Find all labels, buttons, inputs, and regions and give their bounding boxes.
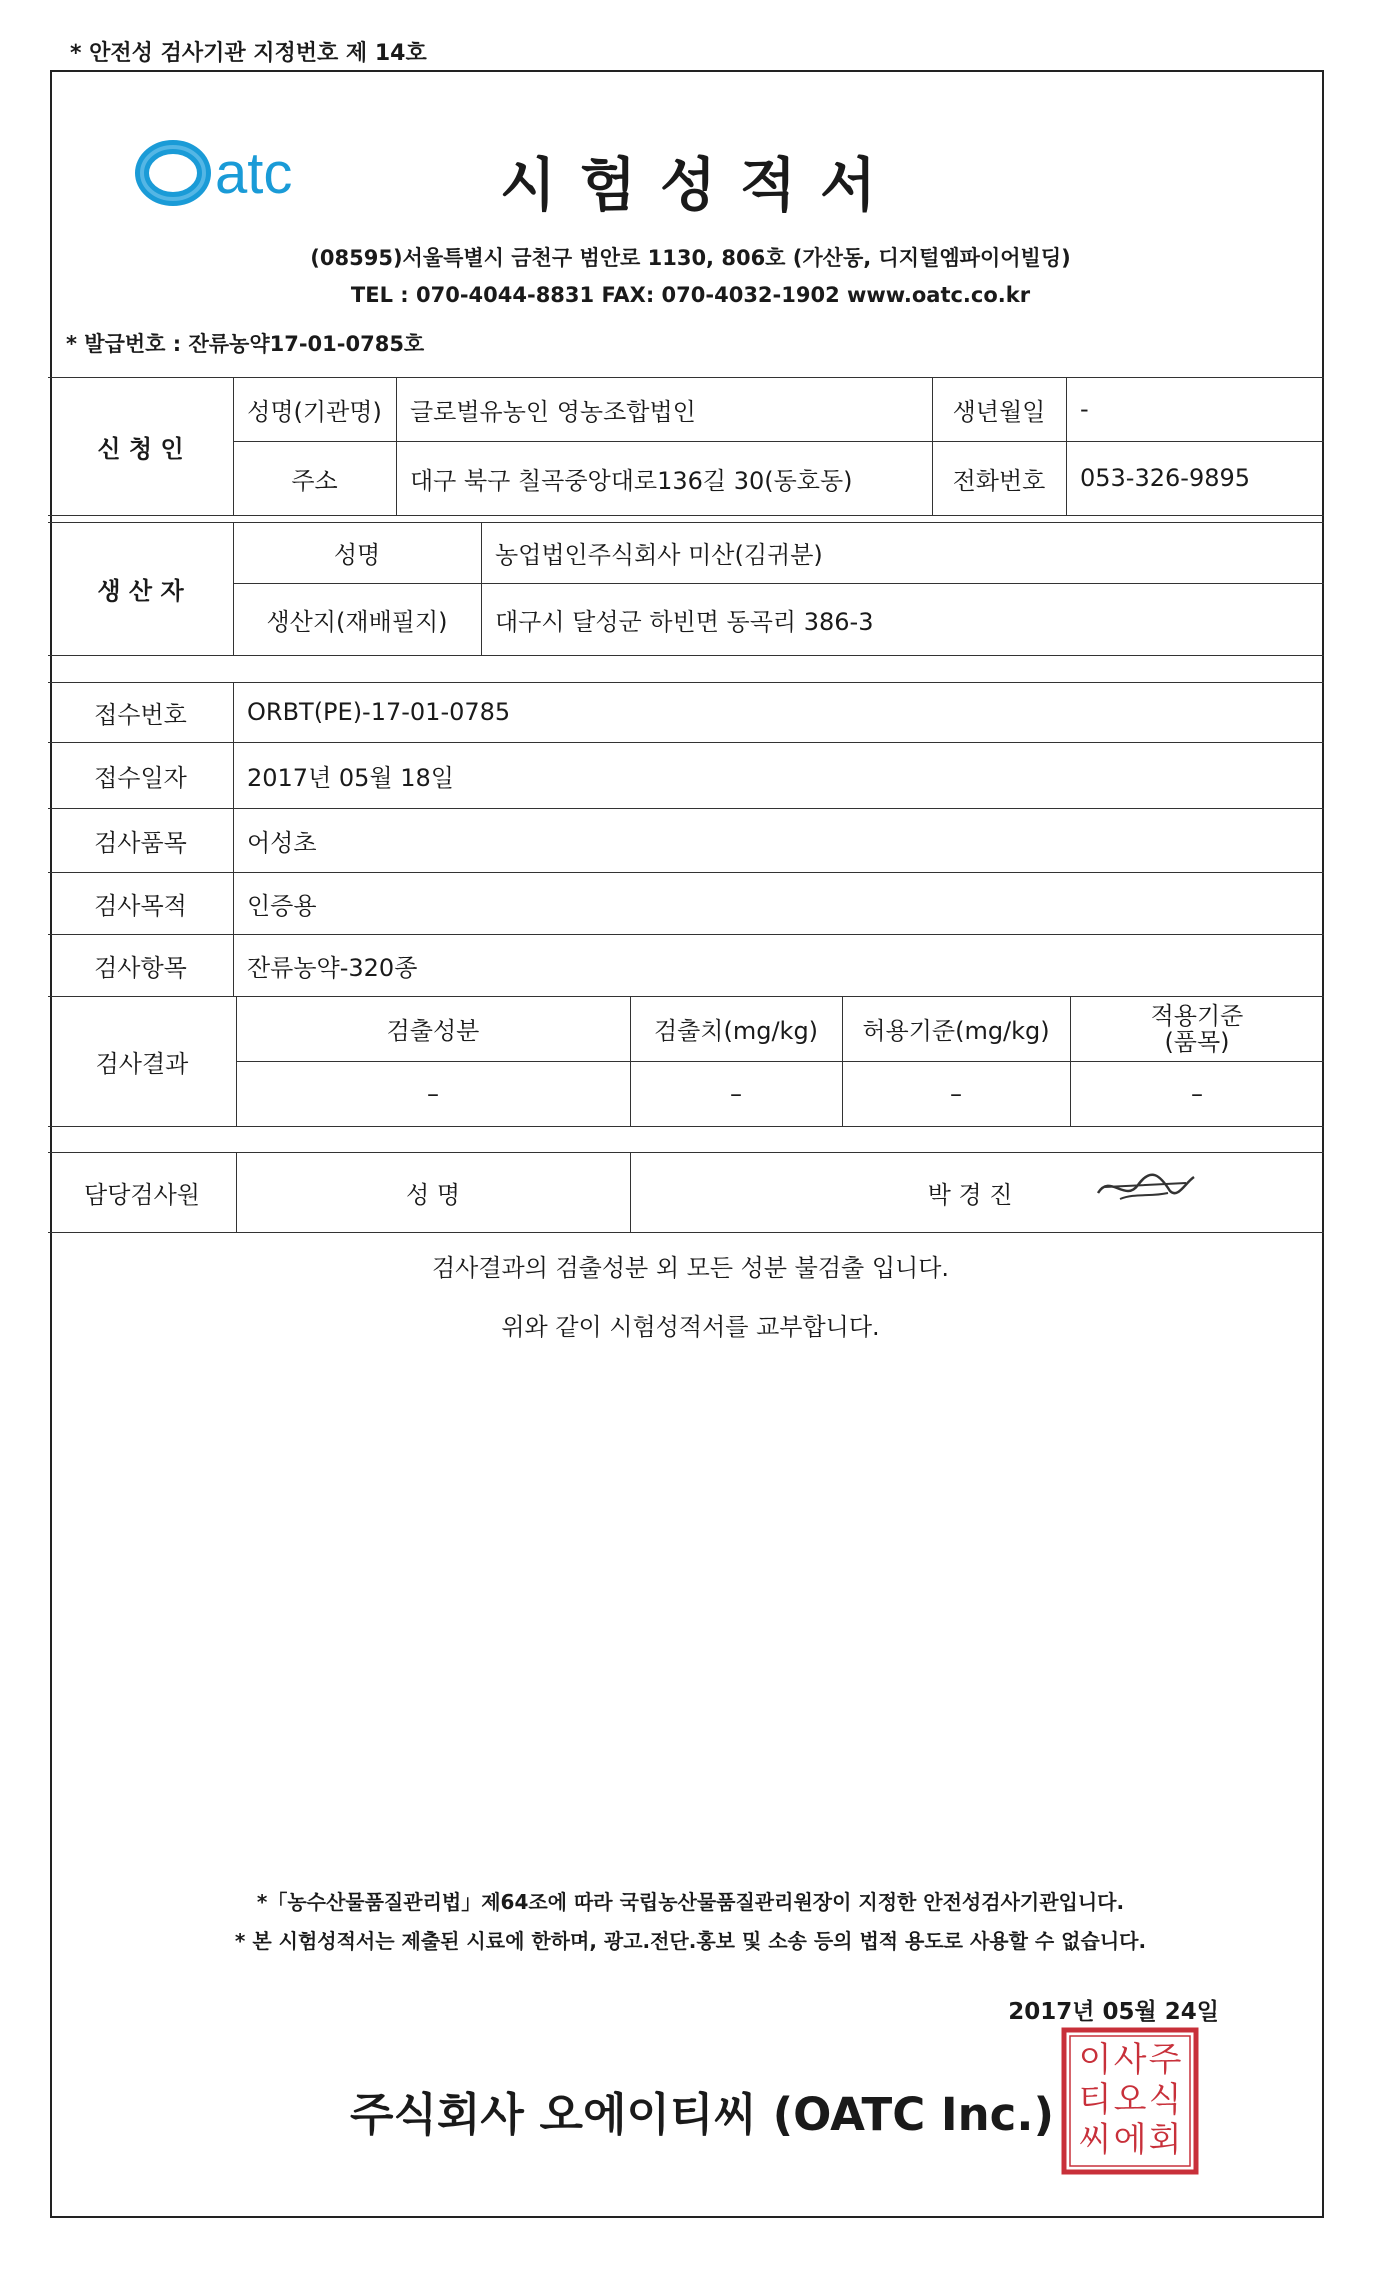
oatc-logo-icon — [135, 138, 365, 208]
issue-statement: 위와 같이 시험성적서를 교부합니다. — [501, 1313, 880, 1341]
results-header-standard: 적용기준 (품목) — [1150, 1001, 1244, 1056]
inspector-section-label: 담당검사원 — [84, 1180, 200, 1209]
producer-name-label: 성명 — [333, 541, 381, 569]
seal-character: 오 — [1113, 2080, 1147, 2120]
results-cell-limit: – — [950, 1079, 962, 1108]
producer-section-label: 생 산 자 — [97, 577, 184, 605]
receipt-number: ORBT(PE)-17-01-0785 — [247, 698, 511, 726]
footnote-designation: *「농수산물품질관리법」제64조에 따라 국립농산물품질관리원장이 지정한 안전성검사기관입니다. — [256, 1890, 1125, 1914]
seal-character: 사 — [1113, 2040, 1147, 2080]
issue-date: 2017년 05월 24일 — [1008, 1999, 1219, 2025]
document-title: 시험성적서 — [499, 151, 901, 219]
applicant-phone: 053-326-9895 — [1080, 464, 1251, 492]
inspection-purpose-label: 검사목적 — [94, 891, 187, 920]
applicant-birth-label: 생년월일 — [952, 397, 1046, 426]
applicant-address-label: 주소 — [291, 466, 338, 495]
seal-character: 회 — [1148, 2120, 1182, 2160]
seal-character: 이 — [1078, 2040, 1112, 2080]
inspection-scope: 잔류농약-320종 — [247, 953, 418, 982]
receipt-date: 2017년 05월 18일 — [247, 763, 454, 792]
company-seal — [1060, 2026, 1200, 2176]
inspector-name-label: 성 명 — [406, 1180, 460, 1209]
inspection-scope-label: 검사항목 — [94, 953, 187, 982]
producer-origin-label: 생산지(재배필지) — [266, 607, 448, 636]
footnote-usage: * 본 시험성적서는 제출된 시료에 한하며, 광고.전단.홍보 및 소송 등의 법적 용도로 사용할 수 없습니다. — [234, 1929, 1147, 1953]
inspector-name: 박 경 진 — [927, 1180, 1013, 1209]
applicant-section-label: 신 청 인 — [97, 434, 184, 463]
table-line — [48, 1126, 1324, 1127]
seal-character: 주 — [1148, 2040, 1182, 2080]
inspection-item-label: 검사품목 — [94, 828, 187, 857]
company-address: (08595)서울특별시 금천구 범안로 1130, 806호 (가산동, 디지털엠파이어빌딩) — [310, 246, 1071, 270]
table-line — [630, 1152, 631, 1232]
seal-character: 씨 — [1078, 2120, 1112, 2160]
producer-origin: 대구시 달성군 하빈면 동곡리 386-3 — [495, 607, 874, 636]
results-cell-standard: – — [1191, 1079, 1203, 1108]
results-cell-detected: – — [730, 1079, 742, 1108]
applicant-name-label: 성명(기관명) — [247, 397, 382, 426]
results-cell-substance: – — [427, 1079, 439, 1108]
seal-character: 티 — [1078, 2080, 1112, 2120]
table-line — [48, 655, 1324, 656]
issue-number: * 발급번호 : 잔류농약17-01-0785호 — [66, 332, 425, 356]
seal-character: 식 — [1148, 2080, 1182, 2120]
applicant-address: 대구 북구 칠곡중앙대로136길 30(동호동) — [410, 466, 853, 495]
inspection-item: 어성초 — [247, 828, 317, 857]
applicant-phone-label: 전화번호 — [952, 466, 1046, 495]
producer-name: 농업법인주식회사 미산(김귀분) — [495, 541, 823, 569]
designation-note: * 안전성 검사기관 지정번호 제 14호 — [70, 41, 427, 66]
seal-character: 에 — [1113, 2120, 1147, 2160]
receipt-number-label: 접수번호 — [94, 700, 187, 729]
table-line — [48, 1232, 1324, 1233]
results-header-substance: 검출성분 — [386, 1017, 480, 1045]
inspection-purpose: 인증용 — [247, 891, 317, 920]
receipt-date-label: 접수일자 — [94, 763, 187, 792]
logo-text: atc — [215, 141, 293, 206]
company-contact: TEL : 070-4044-8831 FAX: 070-4032-1902 www.oatc.co.kr — [350, 283, 1031, 307]
results-header-detected: 검출치(mg/kg) — [653, 1017, 819, 1045]
inspector-signature — [1090, 1163, 1200, 1213]
applicant-name: 글로벌유농인 영농조합법인 — [410, 397, 696, 426]
table-line — [48, 515, 1324, 516]
applicant-birth: - — [1080, 395, 1089, 423]
company-name: 주식회사 오에이티씨 (OATC Inc.) — [350, 2088, 1055, 2141]
results-section-label: 검사결과 — [95, 1049, 189, 1078]
results-header-limit: 허용기준(mg/kg) — [862, 1017, 1050, 1045]
result-statement: 검사결과의 검출성분 외 모든 성분 불검출 입니다. — [431, 1254, 950, 1282]
